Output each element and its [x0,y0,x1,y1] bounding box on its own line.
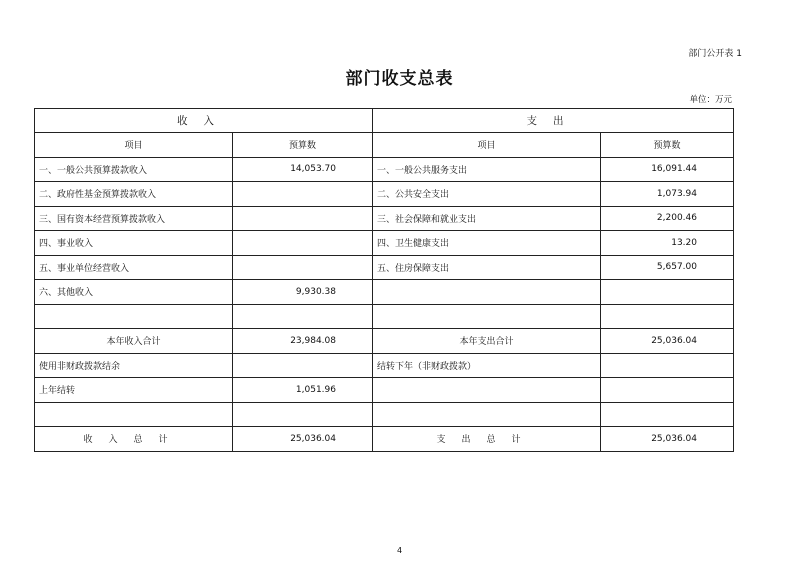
income-item: 一、一般公共预算拨款收入 [35,157,233,182]
table-row [35,182,734,207]
income-value [233,231,373,256]
income-total-label: 收入总计 [35,427,233,452]
income-subtotal-label: 本年收入合计 [35,329,233,354]
table-row [35,378,734,403]
income-item: 二、政府性基金预算拨款收入 [35,182,233,207]
expense-item [373,378,601,403]
expense-item: 四、卫生健康支出 [373,231,601,256]
column-header-row [35,133,734,158]
expense-item: 结转下年（非财政拨款） [373,353,601,378]
income-value [233,353,373,378]
table-row-empty [35,304,734,329]
income-value [233,182,373,207]
expense-item [373,402,601,427]
income-section-header: 收入 [35,109,373,133]
income-item: 使用非财政拨款结余 [35,353,233,378]
income-item: 三、国有资本经营预算拨款收入 [35,206,233,231]
form-number: 部门公开表 1 [688,49,742,59]
expense-subtotal-value: 25,036.04 [601,329,734,354]
unit-label: 单位：万元 [689,95,732,105]
expense-item: 一、一般公共服务支出 [373,157,601,182]
page-title: 部门收支总表 [345,69,454,89]
income-value: 9,930.38 [233,280,373,305]
expense-value: 2,200.46 [601,206,734,231]
income-item: 五、事业单位经营收入 [35,255,233,280]
expense-value [601,378,734,403]
income-item: 上年结转 [35,378,233,403]
expense-item: 二、公共安全支出 [373,182,601,207]
income-value [233,304,373,329]
expense-item-column-header: 项目 [373,133,601,158]
table-row [35,231,734,256]
expense-budget-column-header: 预算数 [601,133,734,158]
subtotal-row [35,329,734,354]
expense-section-header: 支出 [373,109,734,133]
expense-value [601,402,734,427]
budget-summary-table [34,108,734,452]
expense-item [373,280,601,305]
table-row [35,255,734,280]
income-value [233,402,373,427]
section-header-row [35,109,734,133]
expense-total-value: 25,036.04 [601,427,734,452]
income-item: 六、其他收入 [35,280,233,305]
table-row-empty [35,402,734,427]
table-row [35,157,734,182]
income-value [233,255,373,280]
expense-value: 16,091.44 [601,157,734,182]
income-item: 四、事业收入 [35,231,233,256]
income-value: 14,053.70 [233,157,373,182]
expense-value [601,304,734,329]
expense-item [373,304,601,329]
income-budget-column-header: 预算数 [233,133,373,158]
expense-value: 1,073.94 [601,182,734,207]
page-number: 4 [396,546,403,555]
expense-subtotal-label: 本年支出合计 [373,329,601,354]
expense-value: 13.20 [601,231,734,256]
income-value: 1,051.96 [233,378,373,403]
expense-value [601,353,734,378]
expense-item: 三、社会保障和就业支出 [373,206,601,231]
income-item-column-header: 项目 [35,133,233,158]
income-subtotal-value: 23,984.08 [233,329,373,354]
table-row [35,280,734,305]
income-total-value: 25,036.04 [233,427,373,452]
table-row [35,353,734,378]
expense-item: 五、住房保障支出 [373,255,601,280]
expense-total-label: 支出总计 [373,427,601,452]
table-row [35,206,734,231]
expense-value: 5,657.00 [601,255,734,280]
income-value [233,206,373,231]
expense-value [601,280,734,305]
income-item [35,402,233,427]
grand-total-row [35,427,734,452]
income-item [35,304,233,329]
